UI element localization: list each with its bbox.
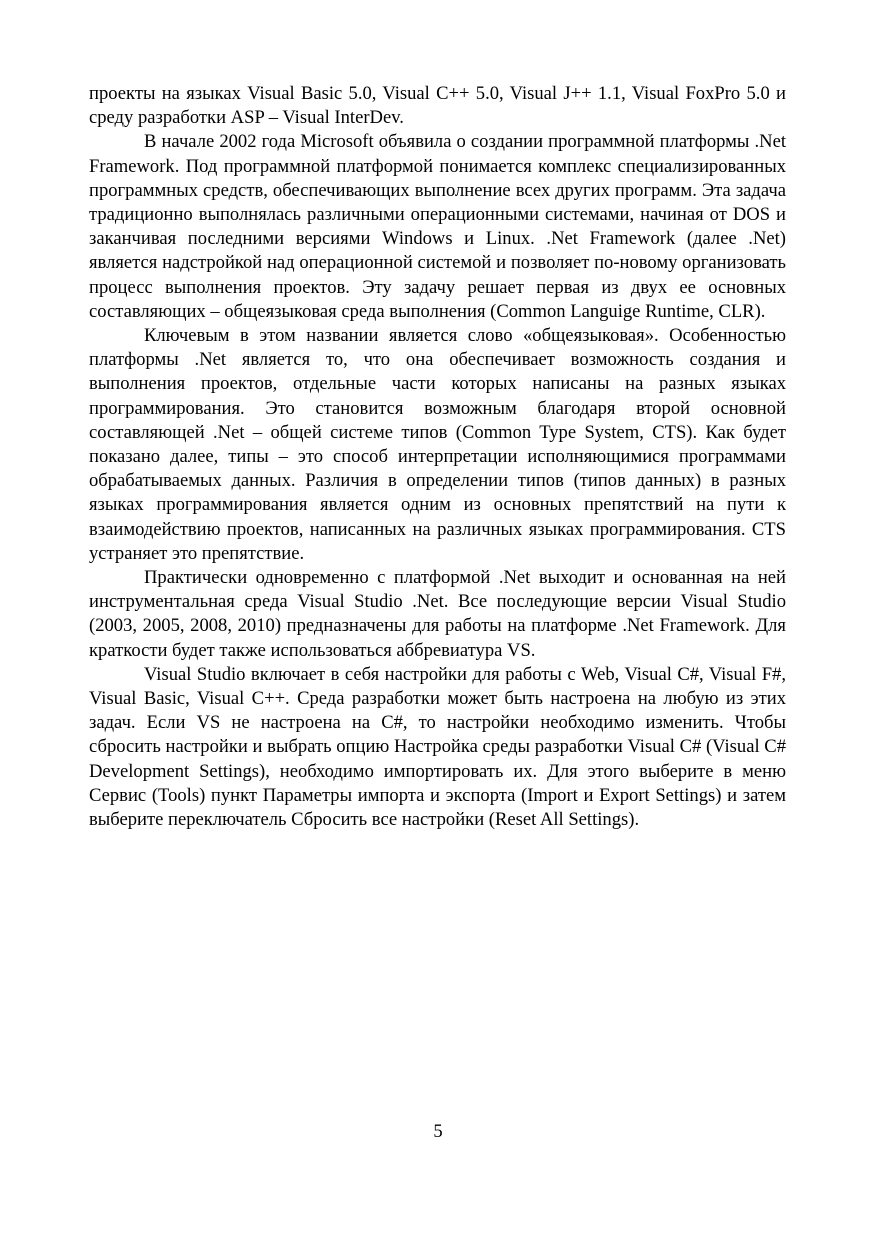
body-text [89, 82, 786, 832]
paragraph-net-framework: В начале 2002 года Microsoft объявила о создании программной платформы .Net Framework. Под программной платформой понимается комплекс специализированных программных средств, обеспечивающих выполнение всех других программ. Эта задача традиционно выполнялась различными операционными системами, начиная от DOS и заканчивая последними версиями Windows и Linux. .Net Framework (далее .Net) является надстройкой над операционной системой и позволяет по-новому организовать процесс выполнения проектов. Эту задачу решает первая из двух ее основных составляющих – общеязыковая среда выполнения (Common Languige Runtime, CLR). [89, 131, 786, 322]
paragraph-common-type-system: Ключевым в этом названии является слово «общеязыковая». Особенностью платформы .Net является то, что она обеспечивает возможность создания и выполнения проектов, отдельные части которых написаны на разных языках программирования. Это становится возможным благодаря второй основной составляющей .Net – общей системе типов (Common Type System, CTS). Как будет показано далее, типы – это способ интерпретации исполняющимися программами обрабатываемых данных. Различия в определении типов (типов данных) в разных языках программирования является одним из основных препятствий на пути к взаимодействию проектов, написанных на различных языках программирования. CTS устраняет это препятствие. [89, 325, 786, 564]
page-number: 5 [433, 1121, 443, 1142]
paragraph-vs-settings: Visual Studio включает в себя настройки для работы с Web, Visual C#, Visual F#, Visual Basic, Visual C++. Среда разработки может быть настроена на любую из этих задач. Если VS не настроена на C#, то настройки необходимо изменить. Чтобы сбросить настройки и выбрать опцию Настройка среды разработки Visual C# (Visual C# Development Settings), необходимо импортировать их. Для этого выберите в меню Сервис (Tools) пункт Параметры импорта и экспорта (Import и Export Settings) и затем выберите переключатель Сбросить все настройки (Reset All Settings). [89, 663, 786, 831]
paragraph-visual-studio-net: Практически одновременно с платформой .Net выходит и основанная на ней инструментальная среда Visual Studio .Net. Все последующие версии Visual Studio (2003, 2005, 2008, 2010) предназначены для работы на платформе .Net Framework. Для краткости будет также использоваться аббревиатура VS. [89, 567, 786, 661]
paragraph-continuation: проекты на языках Visual Basic 5.0, Visual C++ 5.0, Visual J++ 1.1, Visual FoxPro 5.0 и среду разработки ASP – Visual InterDev. [89, 83, 786, 129]
